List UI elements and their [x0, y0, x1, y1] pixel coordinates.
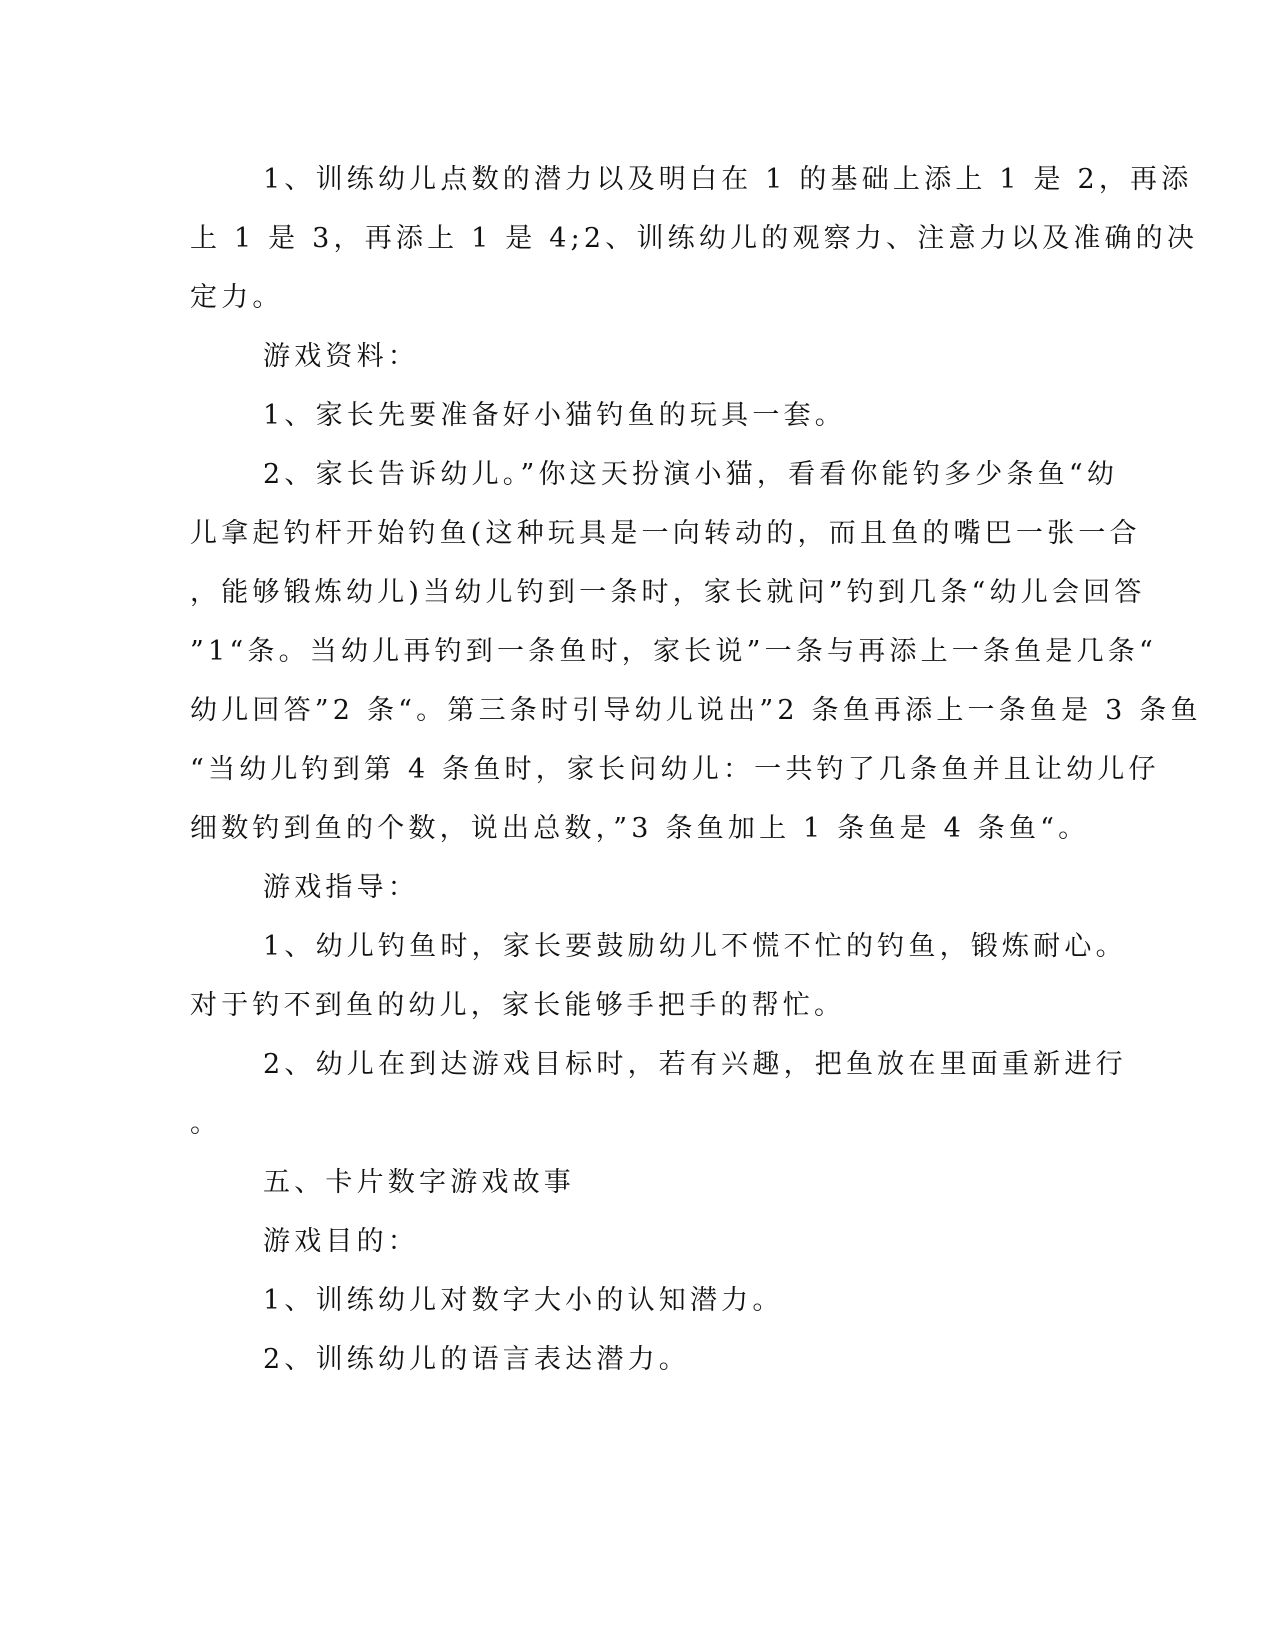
text-line-7: 儿拿起钓杆开始钓鱼(这种玩具是一向转动的，而且鱼的嘴巴一张一合	[190, 518, 1141, 549]
text-line-11: “当幼儿钓到第 4 条鱼时，家长问幼儿：一共钓了几条鱼并且让幼儿仔	[190, 754, 1160, 785]
section-heading-game-purpose: 游戏目的：	[263, 1226, 419, 1257]
text-line-1: 1、训练幼儿点数的潜力以及明白在 1 的基础上添上 1 是 2，再添	[263, 164, 1193, 195]
text-line-10: 幼儿回答”2 条“。第三条时引导幼儿说出”2 条鱼再添上一条鱼是 3 条鱼	[190, 695, 1202, 726]
text-line-20: 1、训练幼儿对数字大小的认知潜力。	[263, 1285, 784, 1316]
section-heading-game-guidance: 游戏指导：	[263, 872, 419, 903]
text-line-21: 2、训练幼儿的语言表达潜力。	[263, 1344, 690, 1375]
text-line-16: 2、幼儿在到达游戏目标时，若有兴趣，把鱼放在里面重新进行	[263, 1049, 1127, 1080]
text-line-8: ，能够锻炼幼儿)当幼儿钓到一条时，家长就问”钓到几条“幼儿会回答	[190, 577, 1146, 608]
text-line-17: 。	[190, 1108, 222, 1139]
text-line-5: 1、家长先要准备好小猫钓鱼的玩具一套。	[263, 400, 846, 431]
text-line-3: 定力。	[190, 282, 284, 313]
text-line-15: 对于钓不到鱼的幼儿，家长能够手把手的帮忙。	[190, 990, 846, 1021]
text-line-9: ”1“条。当幼儿再钓到一条鱼时，家长说”一条与再添上一条鱼是几条“	[190, 636, 1157, 667]
text-line-12: 细数钓到鱼的个数，说出总数，”3 条鱼加上 1 条鱼是 4 条鱼“。	[190, 813, 1090, 844]
text-line-6: 2、家长告诉幼儿。”你这天扮演小猫，看看你能钓多少条鱼“幼	[263, 459, 1119, 490]
text-line-14: 1、幼儿钓鱼时，家长要鼓励幼儿不慌不忙的钓鱼，锻炼耐心。	[263, 931, 1127, 962]
section-heading-game-materials: 游戏资料：	[263, 341, 419, 372]
text-line-2: 上 1 是 3，再添上 1 是 4;2、训练幼儿的观察力、注意力以及准确的决	[190, 223, 1199, 254]
section-heading-five: 五、卡片数字游戏故事	[263, 1167, 575, 1198]
